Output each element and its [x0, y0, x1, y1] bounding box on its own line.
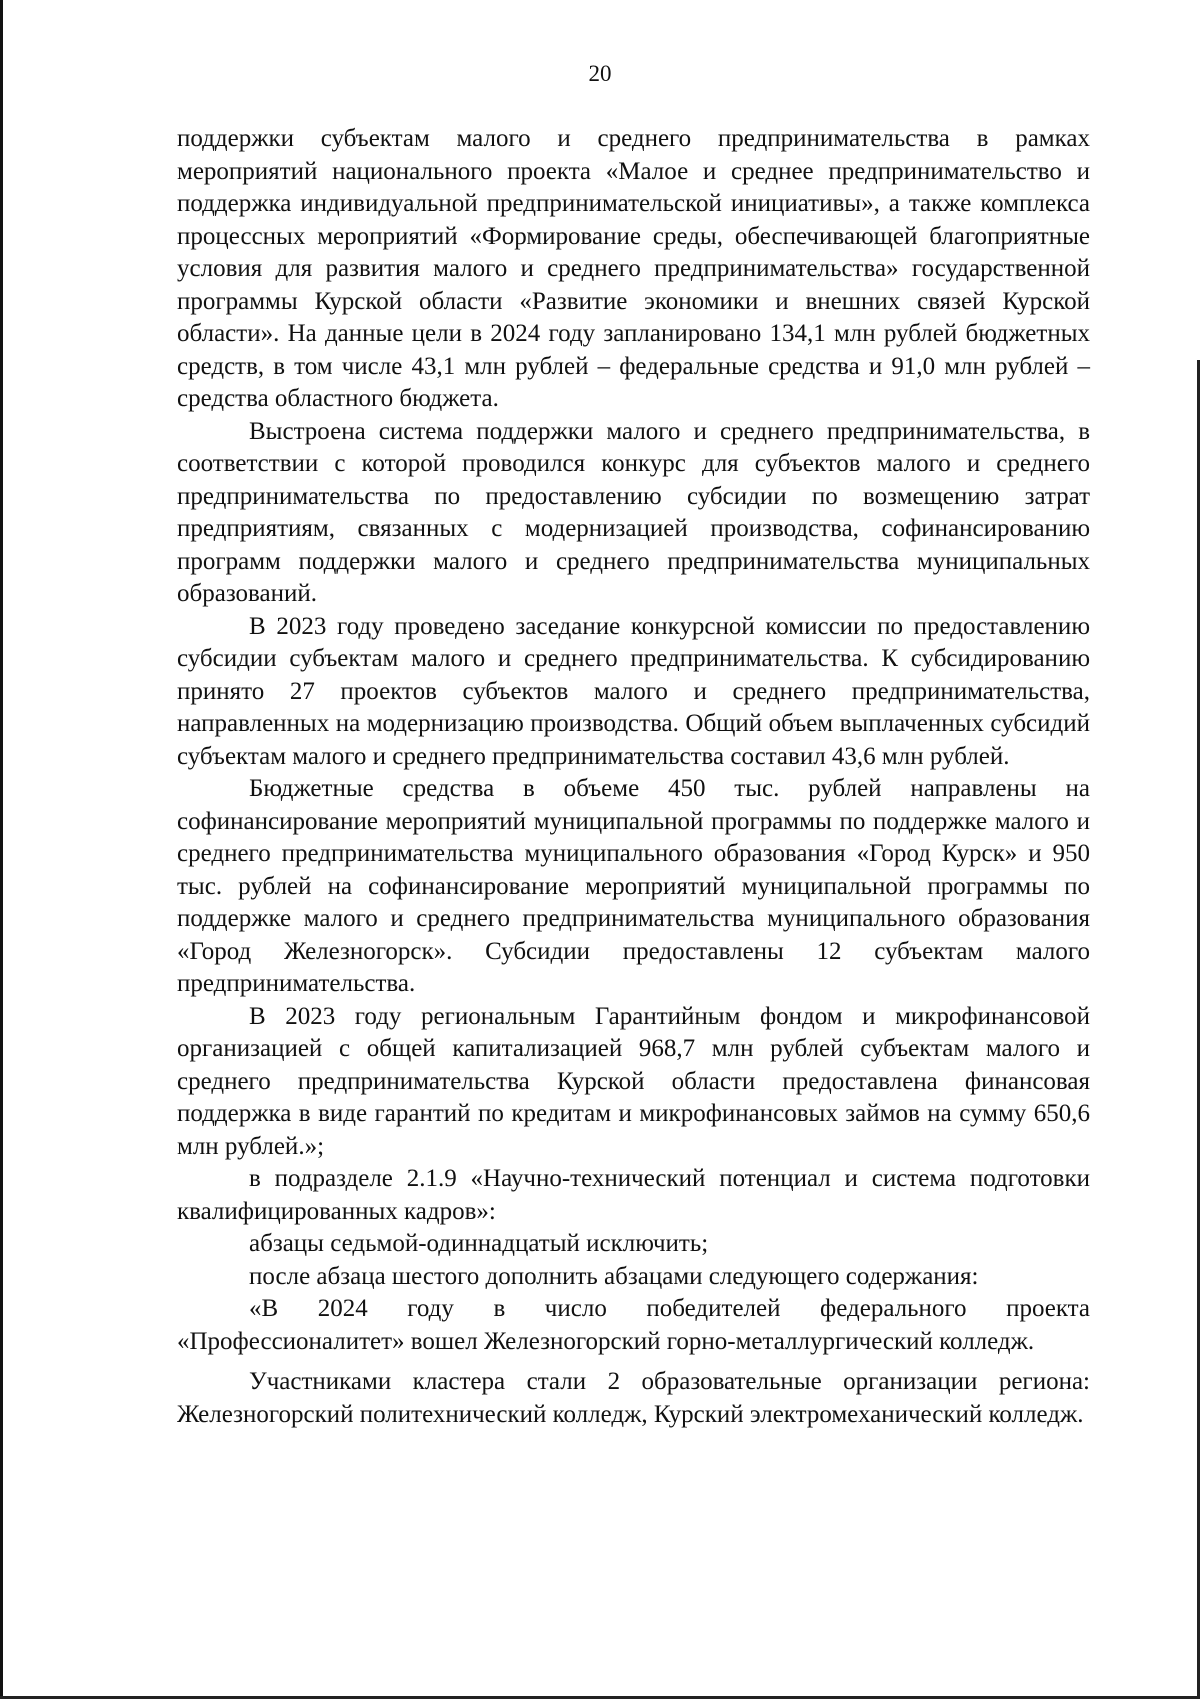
- page-number: 20: [588, 61, 612, 86]
- paragraph-4: Бюджетные средства в объеме 450 тыс. рублей направлены на софинансирование мероприятий муниципальной программы по поддержке малого и среднего предпринимательства муниципального образования «Город Курск» и 950 тыс. рублей на софинансирование мероприятий муниципальной программы по поддержке малого и среднего предпринимательства муниципального образования «Город Железногорск». Субсидии предоставлены 12 субъектам малого предпринимательства.: [177, 775, 1090, 997]
- paragraph-3: В 2023 году проведено заседание конкурсной комиссии по предоставлению субсидии субъектам малого и среднего предпринимательства. К субсидированию принято 27 проектов субъектов малого и среднего предпринимательства, направленных на модернизацию производства. Общий объем выплаченных субсидий субъектам малого и среднего предпринимательства составил 43,6 млн рублей.: [177, 612, 1090, 770]
- paragraph-2: Выстроена система поддержки малого и среднего предпринимательства, в соответствии с которой проводился конкурс для субъектов малого и среднего предпринимательства по предоставлению субсидии по возмещению затрат предприятиям, связанных с модернизацией производства, софинансированию программ поддержки малого и среднего предпринимательства муниципальных образований.: [177, 417, 1090, 607]
- scan-edge-left: [0, 0, 3, 1699]
- paragraph-5: В 2023 году региональным Гарантийным фондом и микрофинансовой организацией с общей капитализацией 968,7 млн рублей субъектам малого и среднего предпринимательства Курской области предоставлена финансовая поддержка в виде гарантий по кредитам и микрофинансовых займов на сумму 650,6 млн рублей.»;: [177, 1002, 1090, 1160]
- paragraph-8: после абзаца шестого дополнить абзацами следующего содержания:: [249, 1262, 979, 1290]
- paragraph-9: «В 2024 году в число победителей федерального проекта «Профессионалитет» вошел Железногорский горно-металлургический колледж.: [177, 1295, 1090, 1355]
- paragraph-10: Участниками кластера стали 2 образовательные организации региона: Железногорский политехнический колледж, Курский электромеханический колледж.: [177, 1368, 1090, 1428]
- paragraph-7: абзацы седьмой-одиннадцатый исключить;: [249, 1230, 709, 1257]
- document-body: [177, 123, 1090, 1431]
- paragraph-1: поддержки субъектам малого и среднего предпринимательства в рамках мероприятий национального проекта «Малое и среднее предпринимательство и поддержка индивидуальной предпринимательской инициативы», а также комплекса процессных мероприятий «Формирование среды, обеспечивающей благоприятные условия для развития малого и среднего предпринимательства» государственной программы Курской области «Развитие экономики и внешних связей Курской области». На данные цели в 2024 году запланировано 134,1 млн рублей бюджетных средств, в том числе 43,1 млн рублей – федеральные средства и 91,0 млн рублей – средства областного бюджета.: [177, 125, 1090, 412]
- paragraph-6: в подразделе 2.1.9 «Научно-технический потенциал и система подготовки квалифицированных кадров»:: [177, 1165, 1090, 1225]
